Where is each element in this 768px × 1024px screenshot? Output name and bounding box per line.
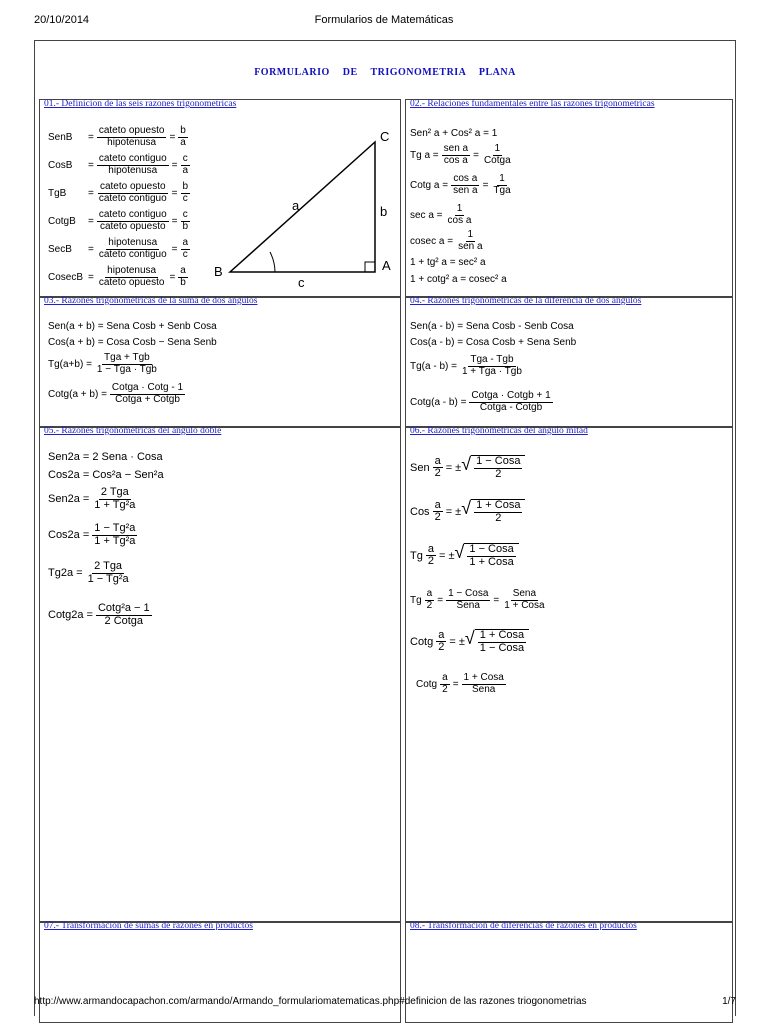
definition-row: SecB = hipotenusa cateto contiguo = a c — [48, 237, 189, 260]
cos-sum-formula: Cos(a + b) = Cosa Cosb − Sena Senb — [48, 337, 217, 348]
double-sin-formula: Sen2a = 2 Sena · Cosa — [48, 451, 163, 463]
section-05 — [39, 426, 401, 923]
vertex-b-label: B — [214, 264, 223, 279]
section-title: 07.- Transformacion de sumas de razones en productos — [44, 921, 253, 931]
section-title: 06.- Razones trigonometricas del angulo mitad — [410, 426, 588, 436]
cot-sum-formula: Cotg(a + b) = Cotga · Cotg - 1 Cotga + Cotgb — [48, 382, 184, 405]
half-cot-formula: Cotg $\frac{a}{2}$ = ± √ 1 + Cosa 1 − Cosa — [410, 629, 529, 654]
double-sin-tan-formula: Sen2a = 2 Tga 1 + Tg²a — [48, 486, 136, 511]
tan-sum-formula: Tg(a+b) = Tga + Tgb 1 − Tga · Tgb — [48, 352, 157, 375]
ratio-name: CosB — [48, 159, 73, 171]
section-title: 05.- Razones trigonometricas del angulo doble — [44, 426, 222, 436]
half-cos-formula: Cos $\frac{a}{2}$ = ± √ 1 + Cosa 2 — [410, 499, 525, 524]
section-title: 01.- Definicion de las seis razones trigonometricas — [44, 99, 237, 109]
vertex-c-label: C — [380, 132, 390, 144]
page-url: http://www.armandocapachon.com/armando/Armando_formulariomatematicas.php#definicion de las razones triogonometrias — [34, 996, 587, 1007]
print-header — [0, 14, 768, 30]
right-triangle-diagram — [210, 132, 400, 292]
ratio-name: CotgB — [48, 215, 76, 227]
vertex-a-label: A — [382, 258, 391, 273]
tangent-secant-identity: 1 + tg² a = sec² a — [410, 257, 486, 268]
side-b-label: b — [380, 204, 388, 219]
double-tan-formula: Tg2a = 2 Tga 1 − Tg²a — [48, 560, 129, 585]
pythagorean-identity: Sen² a + Cos² a = 1 — [410, 128, 498, 139]
section-title: 02.- Relaciones fundamentales entre las razones trigonometricas — [410, 99, 655, 109]
double-cos-formula: Cos2a = Cos²a − Sen²a — [48, 469, 164, 481]
ratio-name: SecB — [48, 243, 72, 255]
cotangent-identity: Cotg a = cos a sen a = 1 Tga — [410, 173, 511, 196]
ratio-name: TgB — [48, 187, 67, 199]
document-title: FORMULARIO DE TRIGONOMETRIA PLANA — [254, 67, 516, 78]
page-number: 1/7 — [722, 996, 736, 1007]
secant-identity: sec a = $\frac{1}{\text{cos a}}$ — [410, 203, 472, 226]
tan-difference-formula: Tg(a - b) = Tga - Tgb 1 + Tga · Tgb — [410, 354, 522, 377]
print-title: Formularios de Matemáticas — [314, 14, 454, 26]
section-07 — [39, 921, 401, 1023]
section-title: 04.- Razones trigonometricas de la diferencia de dos angulos — [410, 296, 642, 306]
cosecant-identity: cosec a = 1 sen a — [410, 229, 483, 252]
definition-row: TgB = cateto opuesto cateto contiguo = b c — [48, 181, 189, 204]
definition-row: CosecB = hipotenusa cateto opuesto = a b — [48, 265, 186, 288]
ratio-name: SenB — [48, 131, 73, 143]
section-title: 08.- Transformacion de diferencias de razones en productos — [410, 921, 637, 931]
side-c-label: c — [298, 275, 305, 290]
sin-difference-formula: Sen(a - b) = Sena Cosb - Senb Cosa — [410, 321, 574, 332]
definition-row: CotgB = cateto contiguo cateto opuesto = c b — [48, 209, 189, 232]
section-06 — [405, 426, 733, 923]
print-date: 20/10/2014 — [34, 14, 90, 26]
section-title: 03.- Razones trigonometricas de la suma de dos angulos — [44, 296, 258, 306]
double-cos-tan-formula: Cos2a = $\frac{\text{1 − Tg²a}}{\text{1 + Tg²a}}$ — [48, 522, 136, 547]
cos-difference-formula: Cos(a - b) = Cosa Cosb + Sena Senb — [410, 337, 577, 348]
section-04 — [405, 296, 733, 428]
sin-sum-formula: Sen(a + b) = Sena Cosb + Senb Cosa — [48, 321, 217, 332]
section-03 — [39, 296, 401, 428]
half-sin-formula: Sen $\frac{a}{2}$ = ± √ 1 − Cosa 2 — [410, 455, 525, 480]
cot-difference-formula: Cotg(a - b) = Cotga · Cotgb + 1 Cotga - Cotgb — [410, 390, 551, 413]
half-tan-formula: Tg $\frac{a}{2}$ = ± √ 1 − Cosa 1 + Cosa — [410, 543, 519, 568]
side-a-label: a — [292, 198, 300, 213]
section-08 — [405, 921, 733, 1023]
tangent-identity: Tg a = sen a cos a = 1 Cotga — [410, 143, 511, 166]
double-cot-formula: Cotg2a = Cotg²a − 1 2 Cotga — [48, 602, 150, 627]
definition-row: CosB = cateto contiguo hipotenusa = c a — [48, 153, 189, 176]
half-cot-alt-formula: Cotg a 2 = 1 + Cosa Sena — [416, 672, 504, 695]
section-02 — [405, 99, 733, 298]
section-01 — [39, 99, 401, 298]
cotangent-cosecant-identity: 1 + cotg² a = cosec² a — [410, 274, 507, 285]
formula-table — [34, 40, 736, 1016]
definition-row: SenB = cateto opuesto hipotenusa = b a — [48, 125, 186, 148]
ratio-name: CosecB — [48, 271, 84, 283]
half-tan-alt-formula: Tg a 2 = 1 − Cosa Sena = Sena 1 + Cosa — [410, 588, 545, 611]
